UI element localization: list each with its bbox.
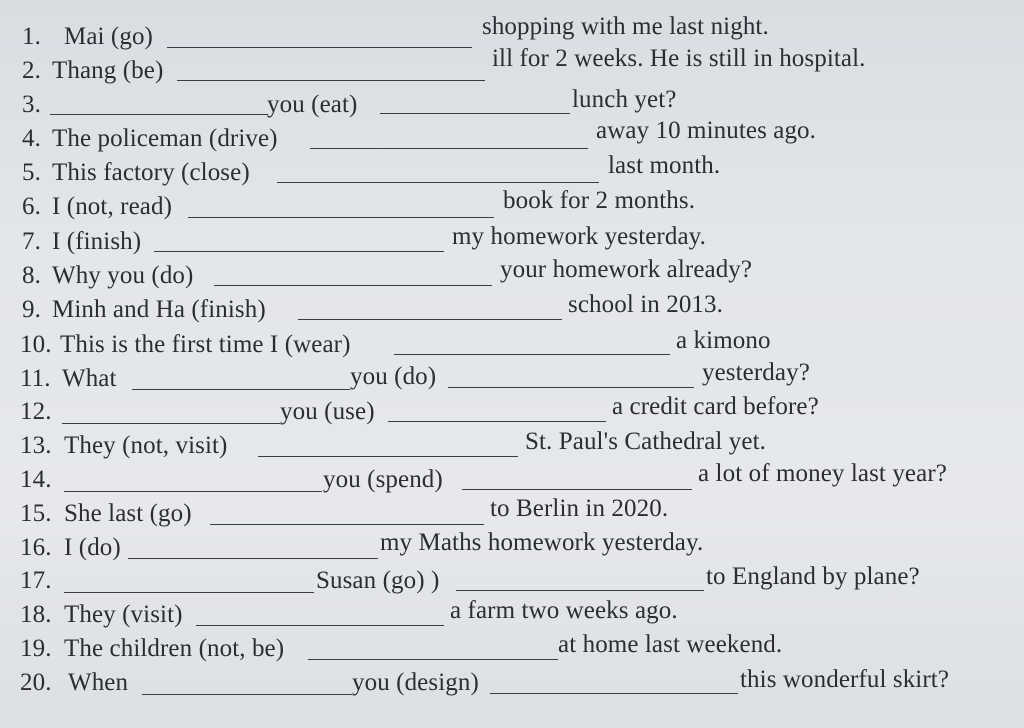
exercise-item-6 <box>22 187 1022 224</box>
answer-blank[interactable] <box>128 558 378 559</box>
item-prompt-middle: you (design) <box>352 669 479 696</box>
answer-blank[interactable] <box>310 148 588 149</box>
item-number: 16. <box>20 534 52 561</box>
answer-blank[interactable] <box>448 387 694 388</box>
item-prompt: This is the first time I (wear) <box>60 331 351 358</box>
item-number: 15. <box>20 500 52 527</box>
item-prompt: They (visit) <box>64 601 183 628</box>
answer-blank[interactable] <box>462 489 692 490</box>
item-number: 6. <box>22 193 41 220</box>
exercise-item-18 <box>20 597 1020 632</box>
item-prompt-middle: you (do) <box>350 363 437 390</box>
item-number: 20. <box>20 669 52 696</box>
item-continuation: ill for 2 weeks. He is still in hospital. <box>492 45 866 72</box>
exercise-item-3 <box>22 86 1022 122</box>
item-number: 3. <box>22 91 41 118</box>
item-continuation: lunch yet? <box>572 86 677 113</box>
exercise-item-8 <box>22 256 1022 293</box>
item-prompt: Susan (go) ) <box>316 567 440 594</box>
item-number: 4. <box>22 125 41 152</box>
answer-blank[interactable] <box>394 354 670 355</box>
exercise-item-17 <box>20 563 1020 598</box>
item-prompt: What <box>62 365 117 392</box>
item-prompt: They (not, visit) <box>64 432 228 459</box>
exercise-item-4 <box>22 117 1022 156</box>
item-number: 7. <box>22 228 41 255</box>
item-number: 13. <box>20 432 52 459</box>
answer-blank[interactable] <box>50 114 268 115</box>
item-continuation: a farm two weeks ago. <box>450 597 678 624</box>
answer-blank[interactable] <box>142 694 352 695</box>
item-continuation: at home last weekend. <box>558 631 783 658</box>
item-continuation: a kimono <box>676 327 771 354</box>
item-number: 10. <box>20 331 52 358</box>
item-number: 11. <box>20 365 51 392</box>
answer-blank[interactable] <box>64 592 314 593</box>
answer-blank[interactable] <box>308 659 558 660</box>
item-continuation: away 10 minutes ago. <box>596 117 817 144</box>
answer-blank[interactable] <box>298 319 562 320</box>
item-number: 18. <box>20 601 52 628</box>
item-continuation: a credit card before? <box>612 393 819 420</box>
item-continuation: to England by plane? <box>706 563 920 590</box>
answer-blank[interactable] <box>167 47 472 48</box>
answer-blank[interactable] <box>277 182 599 183</box>
answer-blank[interactable] <box>388 421 606 422</box>
item-continuation: this wonderful skirt? <box>740 666 950 693</box>
item-prompt: you (spend) <box>323 466 443 493</box>
item-number: 2. <box>22 57 41 84</box>
exercise-item-16 <box>20 529 1020 565</box>
exercise-item-10 <box>20 327 1020 362</box>
item-continuation: my Maths homework yesterday. <box>380 529 704 556</box>
item-continuation: a lot of money last year? <box>698 460 947 487</box>
answer-blank[interactable] <box>62 423 280 424</box>
item-number: 14. <box>20 466 52 493</box>
item-prompt: She last (go) <box>64 500 192 527</box>
item-prompt: you (use) <box>280 398 375 425</box>
item-prompt: I (do) <box>64 534 121 561</box>
item-prompt: The policeman (drive) <box>52 125 278 152</box>
answer-blank[interactable] <box>196 625 444 626</box>
item-continuation: school in 2013. <box>568 291 723 318</box>
answer-blank[interactable] <box>214 285 492 286</box>
item-prompt: Why you (do) <box>52 262 194 289</box>
item-continuation: last month. <box>608 152 721 179</box>
item-prompt: you (eat) <box>267 91 358 118</box>
item-prompt: Mai (go) <box>64 23 153 50</box>
answer-blank[interactable] <box>456 590 704 591</box>
item-number: 19. <box>20 635 52 662</box>
item-continuation: my homework yesterday. <box>452 223 706 250</box>
item-continuation: to Berlin in 2020. <box>490 495 669 522</box>
exercise-item-19 <box>20 631 1020 666</box>
item-number: 8. <box>22 262 41 289</box>
item-prompt: I (finish) <box>52 228 142 255</box>
item-prompt: I (not, read) <box>52 193 172 220</box>
exercise-item-9 <box>22 291 1022 327</box>
answer-blank[interactable] <box>188 217 494 218</box>
answer-blank[interactable] <box>210 524 484 525</box>
exercise-item-20 <box>20 668 1020 700</box>
item-prompt: Thang (be) <box>52 57 164 84</box>
item-prompt: The children (not, be) <box>64 635 285 662</box>
item-number: 12. <box>20 398 52 425</box>
answer-blank[interactable] <box>154 251 444 252</box>
item-prompt: This factory (close) <box>52 159 250 186</box>
item-continuation: shopping with me last night. <box>482 13 769 40</box>
item-number: 17. <box>20 567 52 594</box>
exercise-item-15 <box>20 495 1020 531</box>
answer-blank[interactable] <box>177 80 485 81</box>
exercise-item-12 <box>20 393 1020 429</box>
item-prompt: Minh and Ha (finish) <box>52 296 266 323</box>
exercise-item-11 <box>20 359 1020 396</box>
item-number: 1. <box>22 23 41 50</box>
answer-blank[interactable] <box>490 693 738 694</box>
item-prompt: When <box>68 669 129 696</box>
item-continuation: your homework already? <box>500 256 753 283</box>
answer-blank[interactable] <box>132 389 350 390</box>
answer-blank[interactable] <box>258 456 518 457</box>
exercise-item-14 <box>20 460 1020 497</box>
exercise-item-2 <box>22 45 1022 88</box>
item-continuation: book for 2 months. <box>503 187 696 214</box>
answer-blank[interactable] <box>64 491 322 492</box>
item-continuation: yesterday? <box>702 359 810 386</box>
item-number: 9. <box>22 296 41 323</box>
answer-blank[interactable] <box>380 113 570 114</box>
item-continuation: St. Paul's Cathedral yet. <box>525 428 767 455</box>
item-number: 5. <box>22 159 41 186</box>
